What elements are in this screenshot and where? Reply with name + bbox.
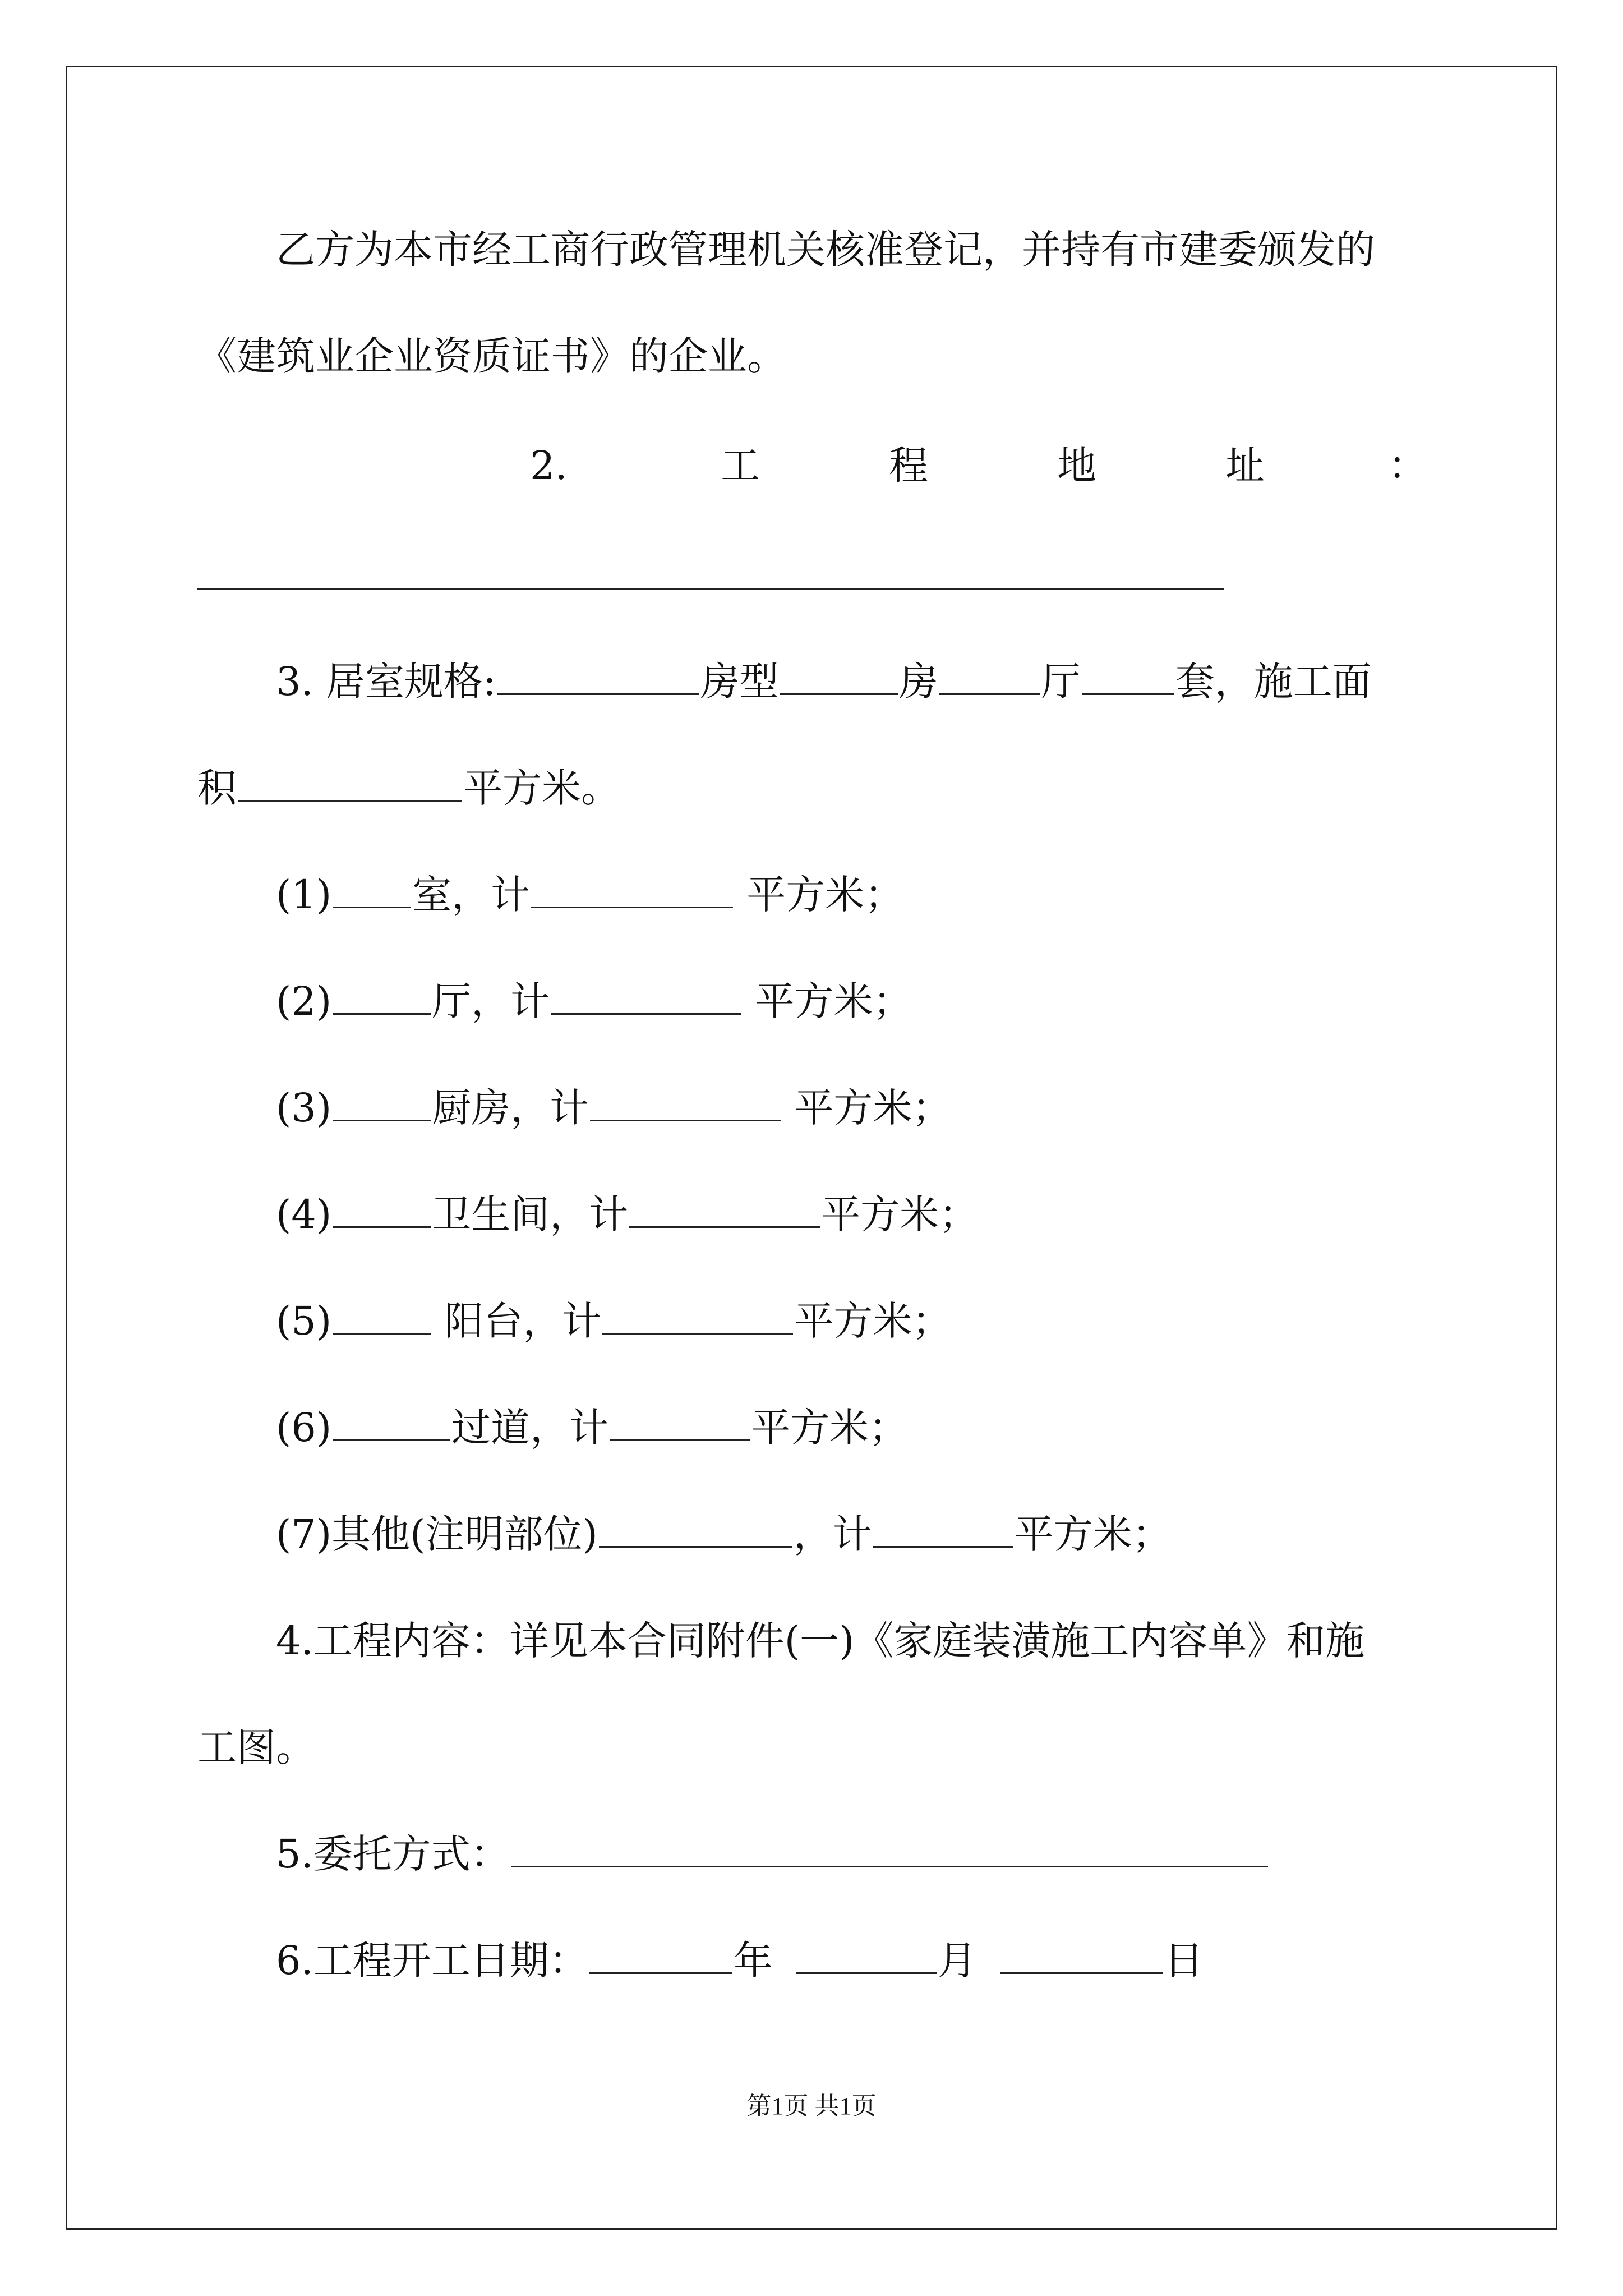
- room-count-blank[interactable]: [333, 1296, 431, 1335]
- room-area-blank[interactable]: [602, 1296, 793, 1335]
- other-area-label: (7)其他(注明部位): [276, 1511, 598, 1557]
- item-3-room-label: 房: [898, 659, 938, 705]
- room-item-5: [276, 1293, 951, 1349]
- start-date-label: 6.工程开工日期：: [276, 1938, 588, 1984]
- room-item-unit: 平方米；: [734, 872, 904, 918]
- day-label: 日: [1164, 1938, 1204, 1984]
- start-year-blank[interactable]: [589, 1935, 732, 1974]
- paragraph-party-b-line2: 《建筑业企业资质证书》的企业。: [197, 333, 786, 379]
- item-3-type-label: 房型: [700, 659, 779, 705]
- address-blank[interactable]: [197, 588, 1224, 590]
- start-day-blank[interactable]: [1000, 1935, 1163, 1974]
- room-item-number: (6): [276, 1405, 332, 1451]
- room-area-blank[interactable]: [551, 976, 741, 1015]
- page-border: [66, 66, 1557, 2230]
- room-item-4: [276, 1186, 978, 1243]
- item-4-line1: 4.工程内容：详见本合同附件(一)《家庭装潢施工内容单》和施: [276, 1618, 1365, 1664]
- room-item-7: [276, 1506, 1172, 1562]
- room-item-number: (1): [276, 872, 332, 918]
- room-count-blank[interactable]: [780, 656, 898, 695]
- room-area-blank[interactable]: [629, 1189, 820, 1228]
- start-month-blank[interactable]: [796, 1935, 937, 1974]
- room-item-number: (5): [276, 1298, 332, 1344]
- room-count-blank[interactable]: [333, 976, 431, 1015]
- other-area-unit: 平方米；: [1014, 1511, 1172, 1557]
- month-label: 月: [937, 1938, 977, 1984]
- item-3-set-label: 套，施工面: [1175, 659, 1372, 705]
- room-item-unit: 平方米；: [821, 1191, 979, 1237]
- commission-method-blank[interactable]: [511, 1829, 1268, 1867]
- room-area-blank[interactable]: [531, 869, 733, 908]
- other-area-location-blank[interactable]: [599, 1509, 792, 1548]
- set-count-blank[interactable]: [1082, 656, 1174, 695]
- item-3-area-label: 积: [197, 765, 237, 811]
- hall-count-blank[interactable]: [939, 656, 1040, 695]
- item-3-label: 3. 居室规格:: [276, 659, 496, 705]
- room-item-unit: 平方米；: [794, 1298, 952, 1344]
- room-spec-blank[interactable]: [497, 656, 699, 695]
- page-footer: 第1页 共1页: [746, 2092, 877, 2120]
- room-count-blank[interactable]: [333, 1402, 450, 1441]
- room-count-blank[interactable]: [333, 1189, 431, 1228]
- room-item-number: (3): [276, 1085, 332, 1131]
- item-2-char-1: 工: [721, 443, 760, 489]
- room-item-3: [276, 1080, 951, 1136]
- item-2-char-5: ：: [1388, 443, 1427, 489]
- room-item-name: 阳台，计: [432, 1298, 602, 1344]
- commission-method-label: 5.委托方式：: [276, 1831, 510, 1877]
- room-area-blank[interactable]: [590, 1083, 781, 1121]
- other-area-count-label: ，计: [793, 1511, 872, 1557]
- room-item-name: 厅，计: [432, 978, 550, 1024]
- item-3-area-unit: 平方米。: [463, 765, 620, 811]
- item-3-line2: [197, 760, 620, 816]
- room-item-name: 厨房，计: [432, 1085, 589, 1131]
- room-count-blank[interactable]: [333, 1083, 431, 1121]
- room-count-blank[interactable]: [333, 869, 411, 908]
- room-item-2: [276, 973, 912, 1029]
- item-3-line1: [276, 654, 1372, 710]
- item-6: [276, 1932, 1204, 1989]
- item-2-char-4: 址: [1225, 443, 1265, 489]
- item-2-number: 2.: [530, 443, 568, 489]
- room-item-unit: 平方米；: [751, 1405, 909, 1451]
- item-5: [276, 1826, 1269, 1882]
- room-item-number: (2): [276, 978, 332, 1024]
- room-item-name: 室，计: [412, 872, 531, 918]
- year-label: 年: [733, 1938, 773, 1984]
- room-item-unit: 平方米；: [743, 978, 912, 1024]
- room-item-unit: 平方米；: [782, 1085, 952, 1131]
- other-area-size-blank[interactable]: [873, 1509, 1013, 1548]
- item-2-char-3: 地: [1057, 443, 1096, 489]
- item-4-line2: 工图。: [197, 1724, 315, 1770]
- construction-area-blank[interactable]: [238, 763, 462, 802]
- room-item-number: (4): [276, 1191, 332, 1237]
- room-item-name: 卫生间，计: [432, 1191, 629, 1237]
- room-area-blank[interactable]: [610, 1402, 750, 1441]
- room-item-6: [276, 1400, 908, 1456]
- room-item-1: [276, 867, 903, 923]
- item-3-hall-label: 厅: [1041, 659, 1081, 705]
- item-2-char-2: 程: [889, 443, 928, 489]
- room-item-name: 过道，计: [451, 1405, 609, 1451]
- paragraph-party-b-line1: 乙方为本市经工商行政管理机关核准登记，并持有市建委颁发的: [276, 227, 1375, 273]
